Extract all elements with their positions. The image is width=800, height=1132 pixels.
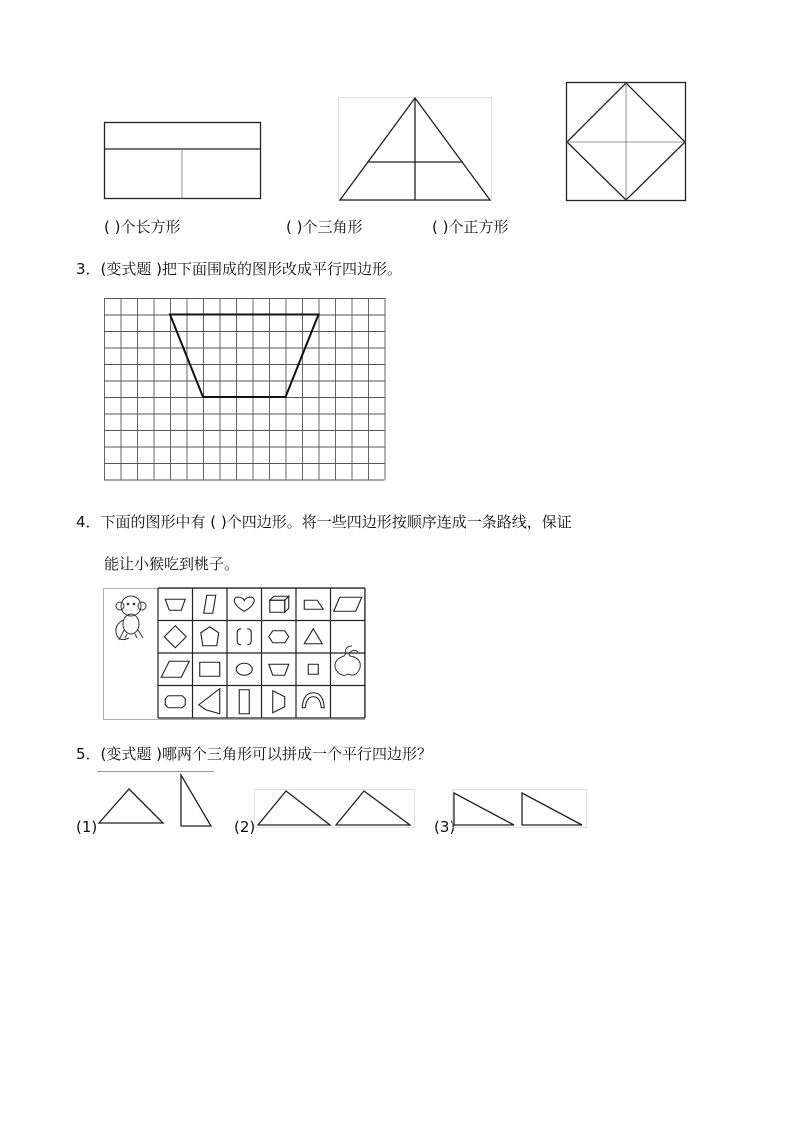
rect-count-caption: ( )个长方形 xyxy=(104,218,181,236)
right-trapezoid-shape xyxy=(304,600,323,609)
question-4-line-2: 能让小猴吃到桃子。 xyxy=(104,555,240,573)
quad-kite-shape xyxy=(199,689,220,714)
tri-count-caption: ( )个三角形 xyxy=(286,218,363,236)
oval-shape xyxy=(236,663,252,675)
option-1-label: (1) xyxy=(76,818,98,836)
trapezoid-shape xyxy=(170,315,319,398)
option-1-triangles xyxy=(97,771,215,829)
square-grid xyxy=(104,298,385,484)
option-3-label: (3) xyxy=(434,818,456,836)
squares-figure xyxy=(566,82,687,202)
trapezoid-shape xyxy=(165,599,185,610)
option-2-label: (2) xyxy=(234,818,256,836)
maze-frame xyxy=(104,589,365,720)
pentagon-shape xyxy=(201,627,219,646)
option-2-triangles xyxy=(254,789,416,829)
diamond-shape xyxy=(164,626,186,648)
trapezoid-shape xyxy=(269,664,289,675)
peach-icon xyxy=(335,646,360,675)
rectangles-figure xyxy=(104,122,262,200)
shape-maze xyxy=(103,588,365,720)
heart-shape xyxy=(234,597,254,611)
parallelogram-wide-shape xyxy=(334,597,362,611)
question-5-text: 5．(变式题 )哪两个三角形可以拼成一个平行四边形？ xyxy=(76,745,433,763)
small-square-shape xyxy=(308,664,318,674)
triangle-shape xyxy=(304,629,322,644)
parallelogram-tall-shape xyxy=(204,595,216,613)
parallelogram-shape xyxy=(161,661,189,677)
question-3-text: 3．(变式题 )把下面围成的图形改成平行四边形。 xyxy=(76,260,403,278)
monkey-icon xyxy=(116,596,146,640)
octagon-shape xyxy=(165,696,185,708)
sq-count-caption: ( )个正方形 xyxy=(432,218,509,236)
arch-shape xyxy=(302,693,324,708)
rectangle-shape xyxy=(200,662,220,676)
cube-shape xyxy=(270,596,289,612)
right-trapezoid-v-shape xyxy=(273,691,285,713)
triangles-figure xyxy=(338,97,493,201)
brackets-shape xyxy=(237,629,251,645)
tall-rectangle-shape xyxy=(239,690,249,714)
question-4-line-1: 4．下面的图形中有 ( )个四边形。将一些四边形按顺序连成一条路线，保证 xyxy=(76,513,572,531)
hexagon-shape xyxy=(269,631,289,643)
option-3-triangles xyxy=(452,789,588,829)
